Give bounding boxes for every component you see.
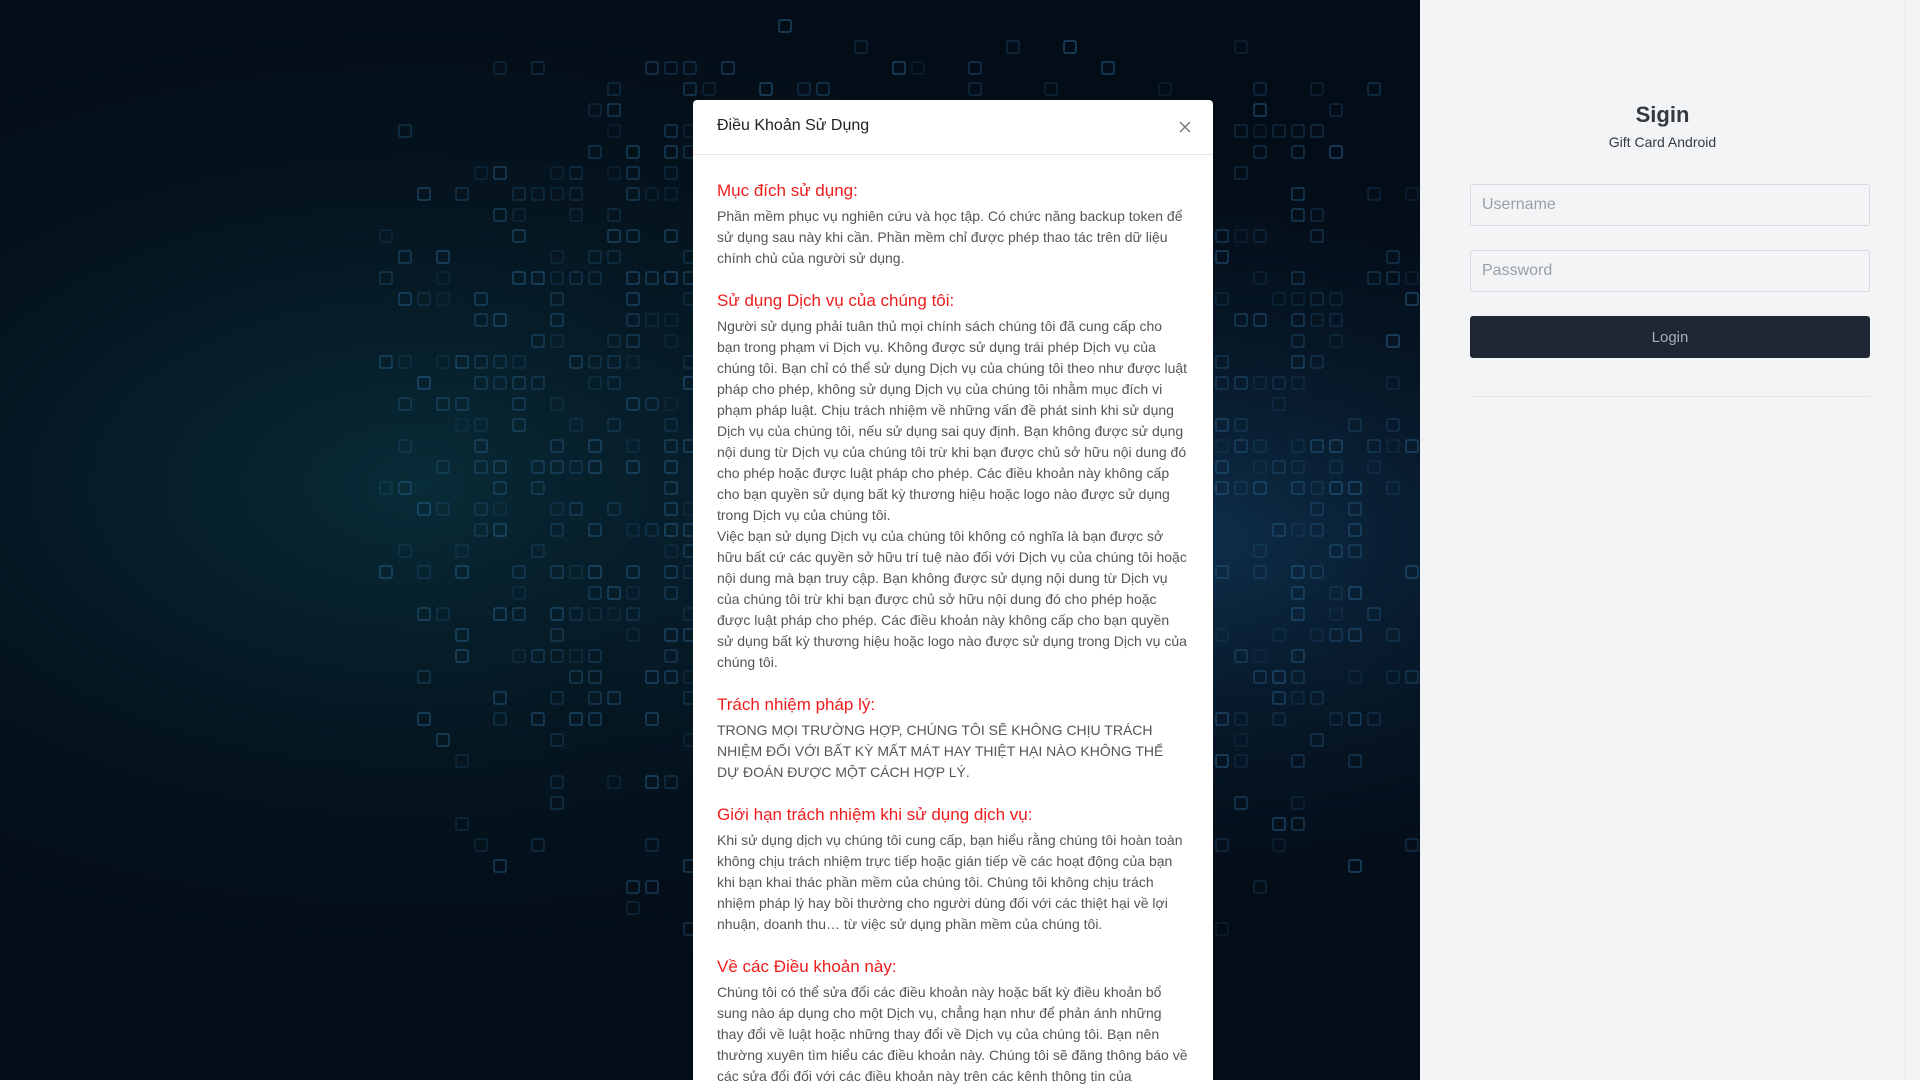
login-subtitle: Gift Card Android — [1608, 134, 1717, 150]
modal-title: Điều Khoản Sử Dụng — [717, 117, 870, 134]
term-section-text — [717, 316, 1189, 673]
term-paragraph: Chúng tôi có thể sửa đổi các điều khoản này hoặc bất kỳ điều khoản bổ sung nào áp dụng cho một Dịch vụ, chẳng hạn như để phản ánh những thay đổi về luật hoặc những thay đổi về Dịch vụ của chúng tôi. Bạn nên thường xuyên tìm hiểu các điều khoản này. Chúng tôi sẽ đăng thông báo về các sửa đổi đối với các điều khoản này trên các kênh thông tin của — [717, 984, 1188, 1084]
modal-header — [693, 100, 1213, 155]
term-section-heading: Mục đích sử dụng: — [717, 181, 858, 200]
term-section-text — [717, 720, 1189, 783]
login-button[interactable]: Login — [1470, 316, 1870, 358]
modal-body — [693, 155, 1213, 1087]
password-input[interactable] — [1470, 250, 1870, 292]
terms-modal — [693, 100, 1213, 1090]
term-paragraph: Người sử dụng phải tuân thủ mọi chính sách chúng tôi đã cung cấp cho bạn trong phạm vi Dịch vụ. Không được sử dụng trái phép Dịch vụ của chúng tôi. Bạn chỉ có thể sử dụng Dịch vụ của chúng tôi theo như được luật pháp cho phép, không sử dụng Dịch vụ của chúng tôi nhằm mục đích vi phạm pháp luật. Chịu trách nhiệm về những vấn đề phát sinh khi sử dụng Dịch vụ của chúng tôi, nếu sử dụng sai quy định. Bạn không được sử dụng nội dung từ Dịch vụ của chúng tôi trừ khi bạn được chủ sở hữu nội dung đó cho phép hoặc được luật pháp cho phép. Các điều khoản này không cấp cho bạn quyền sử dụng bất kỳ thương hiệu hoặc logo nào được sử dụng trong Dịch vụ của chúng tôi. — [717, 318, 1188, 523]
term-paragraph: TRONG MỌI TRƯỜNG HỢP, CHÚNG TÔI SẼ KHÔNG CHỊU TRÁCH NHIỆM ĐỐI VỚI BẤT KỲ MẤT MÁT HAY THIỆT HẠI NÀO KHÔNG THỂ DỰ ĐOÁN ĐƯỢC MỘT CÁCH HỢP LÝ. — [717, 722, 1164, 780]
term-paragraph: Phần mềm phục vụ nghiên cứu và học tập. Có chức năng backup token để sử dụng sau này khi cần. Phần mềm chỉ được phép thao tác trên dữ liệu chính chủ của người sử dụng. — [717, 208, 1183, 266]
login-title: Sigin — [1635, 102, 1690, 127]
term-section-text — [717, 206, 1189, 269]
close-icon[interactable] — [1175, 117, 1195, 137]
term-section-heading: Trách nhiệm pháp lý: — [717, 695, 876, 714]
term-section-heading: Sử dụng Dịch vụ của chúng tôi: — [717, 291, 955, 310]
page-scrollbar[interactable] — [1905, 0, 1920, 1080]
login-divider — [1470, 396, 1870, 397]
term-section-heading: Giới hạn trách nhiệm khi sử dụng dịch vụ: — [717, 805, 1033, 824]
login-panel — [1420, 0, 1905, 1080]
term-section-text — [717, 830, 1189, 935]
term-paragraph: Việc bạn sử dụng Dịch vụ của chúng tôi không có nghĩa là bạn được sở hữu bất cứ các quyền sở hữu trí tuệ nào đối với Dịch vụ của chúng tôi hoặc nội dung mà bạn truy cập. Bạn không được sử dụng nội dung từ Dịch vụ của chúng tôi trừ khi bạn được chủ sở hữu nội dung đó cho phép hoặc được luật pháp cho phép. Các điều khoản này không cấp cho bạn quyền sử dụng bất kỳ thương hiệu hoặc logo nào được sử dụng trong Dịch vụ của chúng tôi. — [717, 528, 1187, 670]
term-section-heading: Về các Điều khoản này: — [717, 957, 897, 976]
term-section-text — [717, 982, 1189, 1087]
term-paragraph: Khi sử dụng dịch vụ chúng tôi cung cấp, bạn hiểu rằng chúng tôi hoàn toàn không chịu trách nhiệm trực tiếp hoặc gián tiếp về các hoạt động của bạn khi bạn khai thác phần mềm của chúng tôi. Chúng tôi không chịu trách nhiệm pháp lý hay bồi thường cho người dùng đối với các thiệt hại về lợi nhuận, doanh thu… từ việc sử dụng phần mềm của chúng tôi. — [717, 832, 1183, 932]
username-input[interactable] — [1470, 184, 1870, 226]
